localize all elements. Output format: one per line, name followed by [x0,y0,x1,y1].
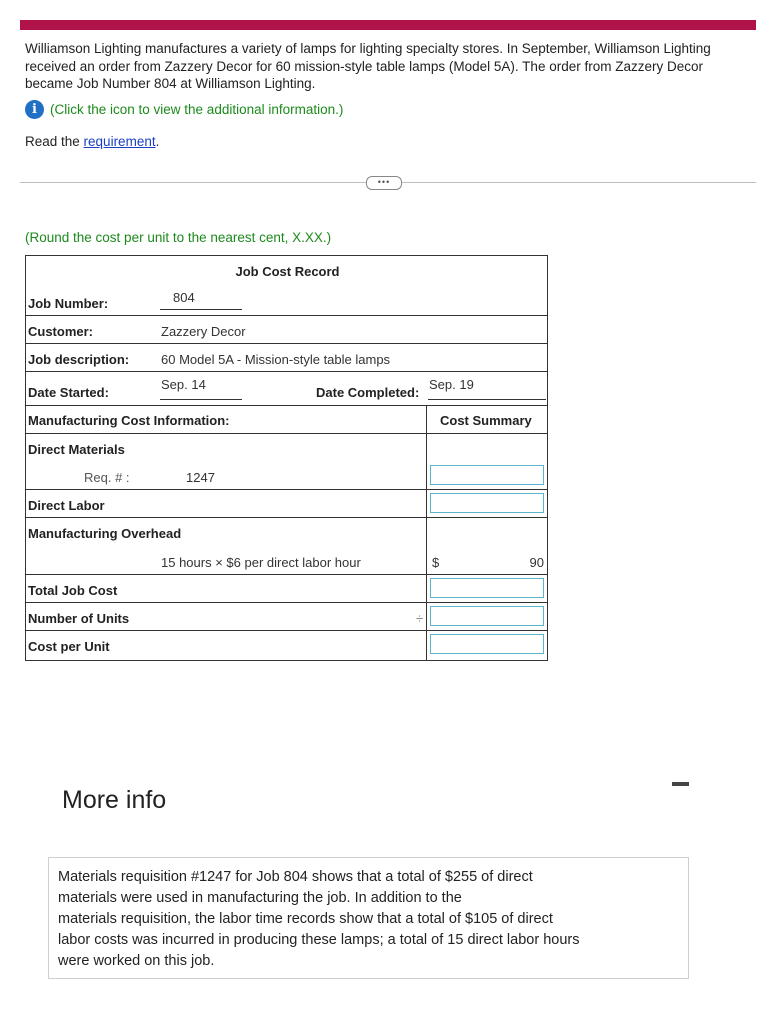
more-info-line: materials requisition, the labor time records show that a total of $105 of direct [58,911,553,927]
more-info-title: More info [62,786,167,814]
overhead-detail: 15 hours × $6 per direct labor hour [161,555,361,570]
more-info-line: labor costs was incurred in producing these lamps; a total of 15 direct labor hours [58,932,580,948]
requisition-number: 1247 [186,470,215,485]
additional-info-text: (Click the icon to view the additional information.) [50,102,344,117]
row-line [26,602,548,603]
rounding-instruction: (Round the cost per unit to the nearest cent, X.XX.) [25,230,332,245]
date-completed-value: Sep. 19 [429,377,474,392]
problem-line-3: became Job Number 804 at Williamson Lighting. [25,76,316,91]
date-started-label: Date Started: [28,385,109,400]
row-line [26,489,548,490]
read-requirement [25,134,159,149]
job-number-underline [160,309,242,310]
overhead-value: 90 [529,555,544,570]
minimize-button[interactable] [672,782,689,786]
row-line [26,315,548,316]
total-job-cost-label: Total Job Cost [28,583,118,598]
additional-info-prompt [25,100,343,119]
row-line [26,343,548,344]
date-completed-underline [428,399,546,400]
mfg-cost-info-label: Manufacturing Cost Information: [28,413,230,428]
read-requirement-prefix: Read the [25,134,84,149]
job-number-label: Job Number: [28,296,109,311]
job-cost-record-title: Job Cost Record [235,264,340,279]
cost-summary-column-line [426,405,427,661]
mfg-overhead-label: Manufacturing Overhead [28,526,182,541]
cost-per-unit-label: Cost per Unit [28,639,110,654]
job-number-value: 804 [173,290,195,305]
direct-labor-input[interactable] [430,493,544,513]
row-line [26,517,548,518]
cost-summary-label: Cost Summary [440,413,532,428]
row-line [26,371,548,372]
requirement-link[interactable]: requirement [83,134,156,149]
top-accent-bar [20,20,756,30]
problem-line-1: Williamson Lighting manufactures a variety of lamps for lighting specialty stores. In September, Williamson Lighting [25,41,711,56]
direct-materials-input[interactable] [430,465,544,485]
row-line [26,630,548,631]
customer-label: Customer: [28,324,94,339]
more-info-line: materials were used in manufacturing the job. In addition to the [58,890,462,906]
job-description-label: Job description: [28,352,130,367]
date-completed-label: Date Completed: [316,385,420,400]
number-of-units-label: Number of Units [28,611,130,626]
divide-symbol: ÷ [416,611,424,626]
expand-more-button[interactable]: ••• [366,176,402,190]
row-line [26,405,548,406]
read-requirement-suffix: . [155,134,160,149]
date-started-underline [160,399,242,400]
problem-statement [25,40,756,93]
overhead-currency: $ [432,555,440,570]
more-info-line: Materials requisition #1247 for Job 804 shows that a total of $255 of direct [58,869,533,885]
direct-labor-label: Direct Labor [28,498,105,513]
number-of-units-input[interactable] [430,606,544,626]
job-cost-record-table [25,255,548,661]
row-line [26,574,548,575]
direct-materials-label: Direct Materials [28,442,125,457]
total-job-cost-input[interactable] [430,578,544,598]
cost-per-unit-input[interactable] [430,634,544,654]
problem-line-2: received an order from Zazzery Decor for 60 mission-style table lamps (Model 5A). The order from Zazzery Decor [25,58,703,74]
job-description-value: 60 Model 5A - Mission-style table lamps [161,352,391,367]
row-line [26,433,548,434]
customer-value: Zazzery Decor [161,324,246,339]
requisition-label: Req. # : [84,470,130,485]
info-icon[interactable]: i [25,100,44,119]
date-started-value: Sep. 14 [161,377,206,392]
more-info-line: were worked on this job. [58,953,215,969]
more-info-box [48,857,689,979]
